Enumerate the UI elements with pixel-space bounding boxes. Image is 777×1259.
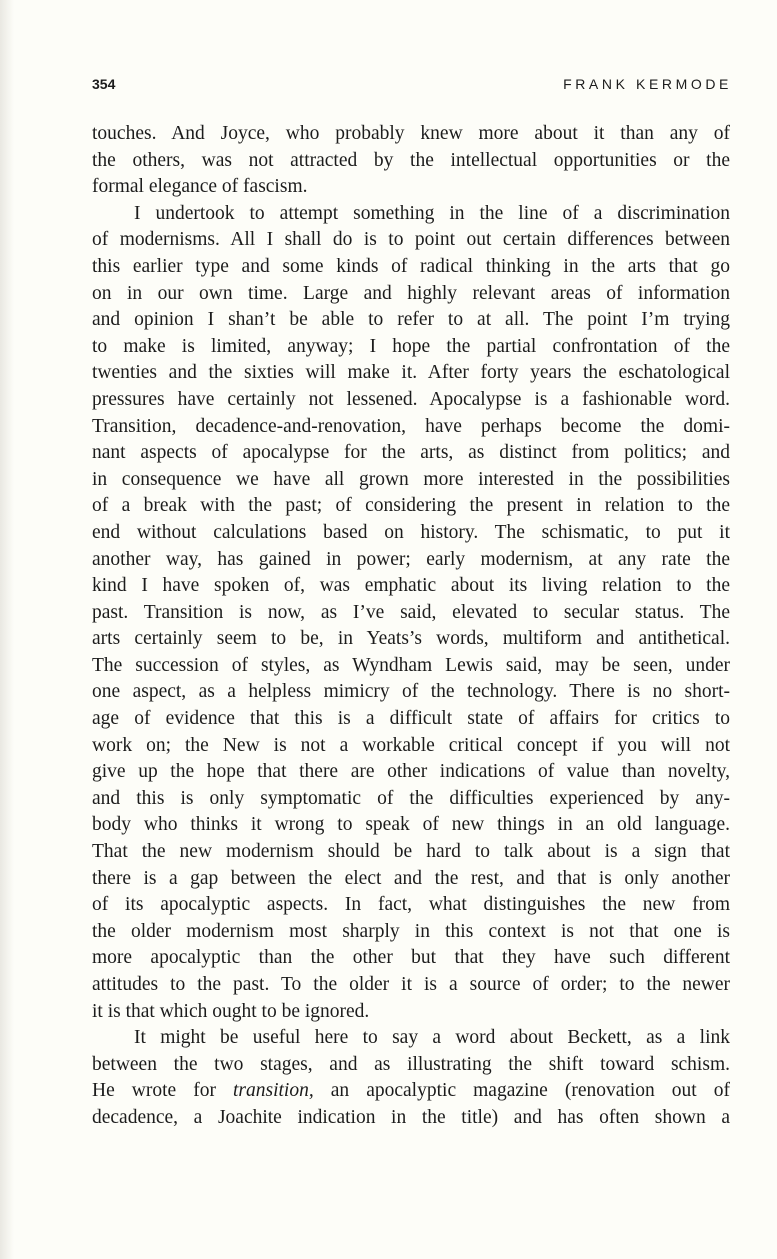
text-line: past. Transition is now, as I’ve said, elevated to secular status. The	[92, 601, 730, 623]
text-line: another way, has gained in power; early modernism, at any rate the	[92, 548, 730, 570]
text-line: It might be useful here to say a word about Beckett, as a link	[134, 1027, 730, 1049]
text-line: That the new modernism should be hard to talk about is a sign that	[92, 841, 730, 863]
text-line: formal elegance of fascism.	[92, 176, 308, 198]
text-line: age of evidence that this is a difficult state of affairs for critics to	[92, 708, 730, 730]
text-line: between the two stages, and as illustrating the shift toward schism.	[92, 1053, 730, 1075]
text-line: of its apocalyptic aspects. In fact, what distinguishes the new from	[92, 894, 730, 916]
text-line: twenties and the sixties will make it. After forty years the eschatological	[92, 362, 730, 384]
text-line: attitudes to the past. To the older it is a source of order; to the newer	[92, 974, 730, 995]
text-line: the older modernism most sharply in this context is not that one is	[92, 920, 730, 942]
text-line: body who thinks it wrong to speak of new things in an old language.	[92, 814, 730, 836]
text-line: decadence, a Joachite indication in the title) and has often shown a	[92, 1106, 730, 1128]
text-line: one aspect, as a helpless mimicry of the technology. There is no short-	[92, 681, 730, 703]
text-line: and this is only symptomatic of the difficulties experienced by any-	[92, 787, 730, 809]
text-line: give up the hope that there are other indications of value than novelty,	[92, 761, 730, 783]
text-line: there is a gap between the elect and the rest, and that is only another	[92, 867, 730, 889]
text-line: this earlier type and some kinds of radical thinking in the arts that go	[92, 255, 730, 277]
page-header	[92, 76, 732, 98]
body-text	[92, 121, 730, 1132]
text-line-with-italic	[92, 1078, 730, 1105]
text-line: Transition, decadence-and-renovation, have perhaps become the domi-	[92, 415, 730, 437]
running-head: FRANK KERMODE	[563, 76, 732, 92]
text-line: of modernisms. All I shall do is to point out certain differences between	[92, 229, 730, 251]
text-line: I undertook to attempt something in the line of a discrimination	[134, 202, 730, 224]
text-line: arts certainly seem to be, in Yeats’s words, multiform and antithetical.	[92, 628, 730, 650]
page-gutter-shadow	[0, 0, 14, 1259]
text-line: work on; the New is not a workable critical concept if you will not	[92, 734, 730, 756]
text-line: kind I have spoken of, was emphatic about its living relation to the	[92, 575, 730, 597]
text-line: and opinion I shan’t be able to refer to at all. The point I’m trying	[92, 309, 730, 331]
text-line: in consequence we have all grown more interested in the possibilities	[92, 468, 730, 490]
text-line: The succession of styles, as Wyndham Lewis said, may be seen, under	[92, 654, 730, 676]
text-line: more apocalyptic than the other but that they have such different	[92, 947, 730, 969]
text-run: He wrote for	[92, 1080, 233, 1102]
text-line: the others, was not attracted by the intellectual opportunities or the	[92, 149, 730, 171]
text-line: of a break with the past; of considering the present in relation to the	[92, 495, 730, 517]
text-line: end without calculations based on history. The schismatic, to put it	[92, 521, 730, 543]
italic-title-transition: transition,	[233, 1080, 314, 1102]
text-line: on in our own time. Large and highly relevant areas of information	[92, 282, 730, 304]
text-run: an apocalyptic magazine (renovation out of	[313, 1080, 731, 1102]
text-line: to make is limited, anyway; I hope the partial confrontation of the	[92, 335, 730, 357]
text-line: pressures have certainly not lessened. Apocalypse is a fashionable word.	[92, 388, 730, 410]
text-line: nant aspects of apocalypse for the arts, as distinct from politics; and	[92, 442, 730, 464]
text-line: touches. And Joyce, who probably knew more about it than any of	[92, 123, 730, 144]
page-number: 354	[92, 76, 116, 92]
text-line: it is that which ought to be ignored.	[92, 1000, 370, 1022]
